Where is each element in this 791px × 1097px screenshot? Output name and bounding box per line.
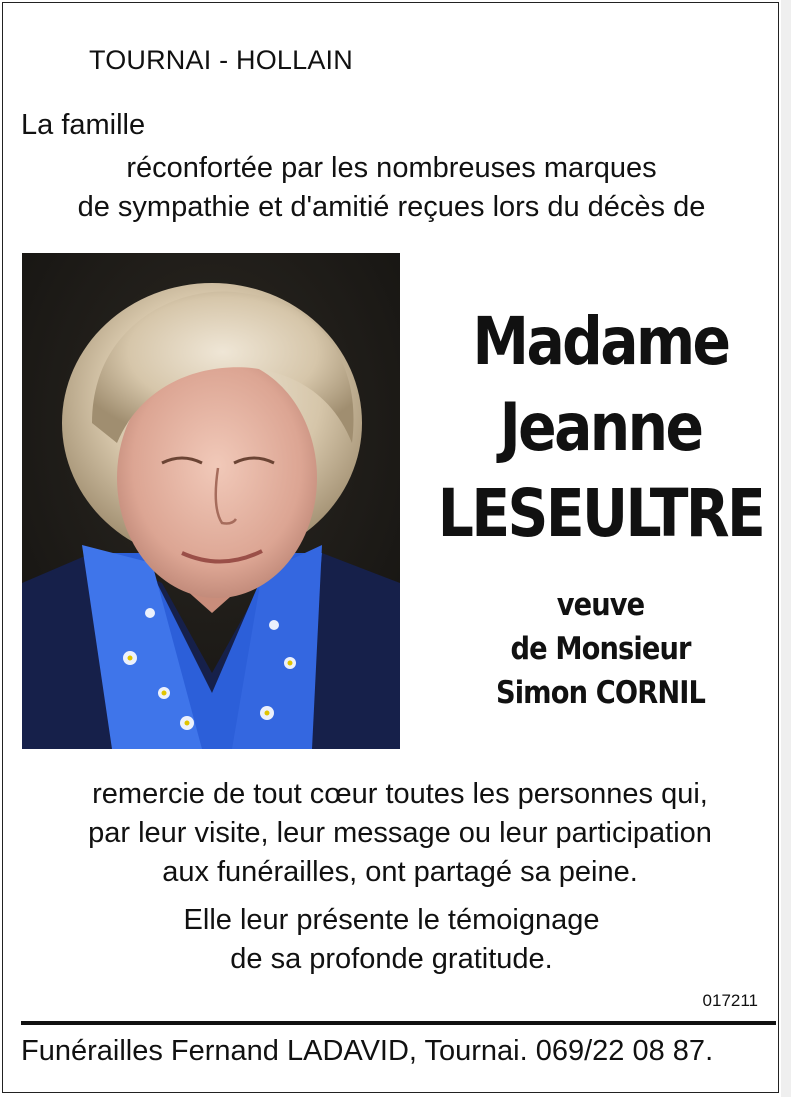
- deceased-name: [408, 299, 791, 557]
- gratitude-text: [3, 901, 780, 979]
- intro-line: réconfortée par les nombreuses marques: [126, 152, 657, 184]
- gratitude-line: de sa profonde gratitude.: [230, 943, 553, 975]
- portrait-illustration: [22, 253, 400, 749]
- widow-of: [408, 583, 791, 715]
- thanks-text: [3, 775, 791, 892]
- status-line: de Monsieur: [510, 631, 691, 667]
- title: Madame: [472, 303, 729, 380]
- reference-number: 017211: [702, 991, 758, 1010]
- intro-text: [3, 149, 780, 227]
- gratitude-line: Elle leur présente le témoignage: [183, 904, 600, 936]
- location-heading: TOURNAI - HOLLAIN: [89, 45, 353, 75]
- thanks-line: par leur visite, leur message ou leur participation: [88, 817, 712, 849]
- first-name: Jeanne: [499, 389, 702, 466]
- family-label: La famille: [21, 109, 146, 141]
- portrait-photo: [22, 253, 400, 749]
- last-name: LESEULTRE: [437, 475, 764, 552]
- thanks-line: aux funérailles, ont partagé sa peine.: [162, 856, 638, 888]
- intro-line: de sympathie et d'amitié reçues lors du décès de: [77, 191, 706, 223]
- divider: [21, 1021, 776, 1025]
- status-line: veuve: [556, 587, 645, 623]
- status-line: Simon CORNIL: [495, 675, 706, 711]
- thanks-line: remercie de tout cœur toutes les personnes qui,: [92, 778, 708, 810]
- obituary-notice: [2, 2, 779, 1093]
- funeral-home-contact: Funérailles Fernand LADAVID, Tournai. 069/22 08 87.: [21, 1035, 714, 1067]
